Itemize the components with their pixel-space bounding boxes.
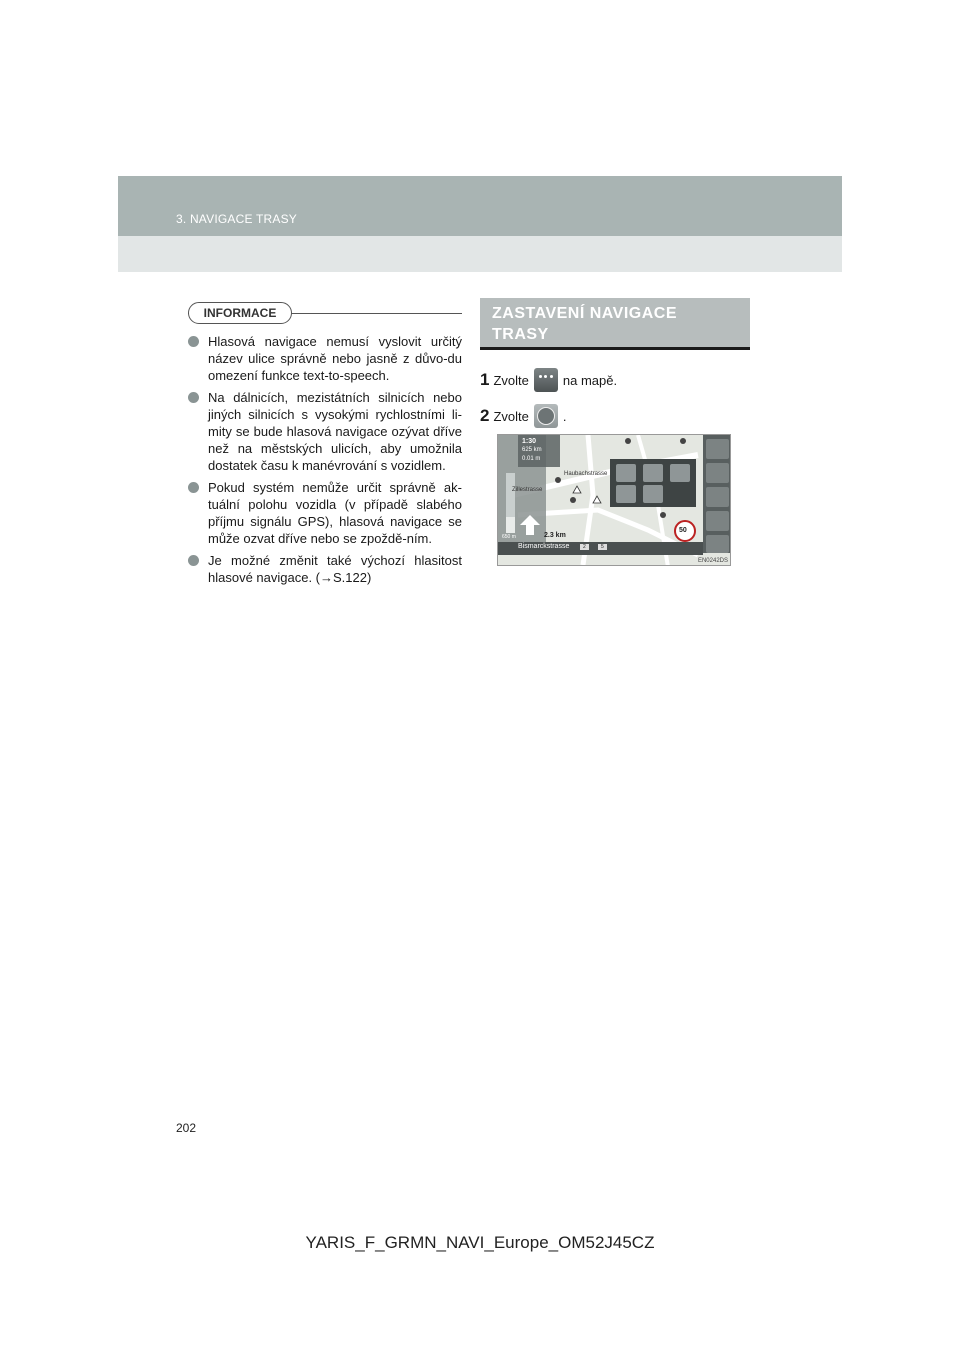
- footer-code: YARIS_F_GRMN_NAVI_Europe_OM52J45CZ: [305, 1233, 655, 1252]
- turn-distance: 2.3 km: [544, 532, 566, 539]
- step-number: 1: [480, 370, 490, 389]
- info-tag: INFORMACE: [188, 302, 292, 324]
- info-list: [188, 333, 462, 591]
- info-item: Je možné změnit také výchozí hlasitost hlasové navigace. (→S.122): [188, 552, 462, 586]
- section-label: 3. NAVIGACE TRASY: [176, 212, 297, 226]
- eta-time: 1:30: [522, 438, 537, 445]
- info-item: Na dálnicích, mezistátních silnicích nebo jiných silnicích s vysokými rychlostními li-mity se bude hlasová navigace ozývat dříve než na městských ulicích, aby umožnila dostatek času k manévrování s vozidlem.: [188, 389, 462, 474]
- road-badge: 5: [598, 544, 607, 550]
- total-distance: 625 km: [522, 447, 542, 453]
- street-label: Haubachstrasse: [564, 471, 608, 477]
- info-item: Hlasová navigace nemusí vyslovit určitý název ulice správně nebo jasně z důvo-du omezení funkce text-to-speech.: [188, 333, 462, 384]
- bullet-icon: [188, 392, 199, 403]
- bullet-icon: [188, 555, 199, 566]
- stop-icon: [534, 404, 558, 428]
- section-heading: ZASTAVENÍ NAVIGACE TRASY: [480, 298, 750, 350]
- info-item: Pokud systém nemůže určit správně ak-tuální polohu vozidla (v případě slabého příjmu signálu GPS), hlasová navigace se může ozvat dříve nebo se zpoždě-ním.: [188, 479, 462, 547]
- page-number: 202: [176, 1121, 197, 1135]
- current-street: Bismarckstrasse: [518, 543, 570, 550]
- header-band: [118, 176, 842, 236]
- progress-label: 650 m: [502, 534, 516, 540]
- step-number: 2: [480, 406, 490, 425]
- bullet-icon: [188, 482, 199, 493]
- screenshot-code: EN0242DS: [697, 558, 728, 564]
- speed-limit: 50: [679, 527, 687, 534]
- next-distance: 0.01 m: [522, 456, 541, 462]
- header-subband: [118, 236, 842, 272]
- more-icon: [534, 368, 558, 392]
- navigation-screenshot: [497, 434, 731, 566]
- step-2: 2 Zvolte .: [480, 404, 567, 428]
- street-label: Zillestrasse: [512, 487, 543, 493]
- road-badge: 2: [580, 544, 589, 550]
- step-1: 1 Zvolte na mapě.: [480, 368, 617, 392]
- bullet-icon: [188, 336, 199, 347]
